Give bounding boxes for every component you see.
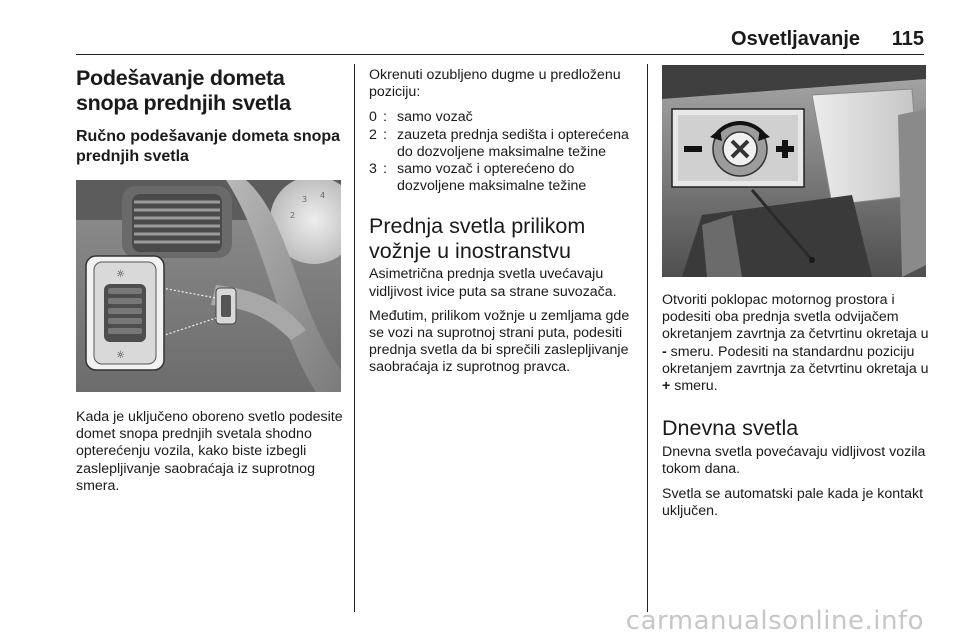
adjustment-paragraph [662,292,932,395]
section-heading: Podešavanje dometa snopa prednjih svetla [76,66,291,115]
headlight-range-control-illustration [76,180,341,392]
list-item-number: 3 [369,161,377,178]
list-item-separator: : [383,109,387,126]
subsection-heading: Ručno podešavanje dometa snopa prednjih svetla [76,128,341,165]
list-item-separator: : [383,126,387,143]
column-3 [662,64,932,520]
svg-text:☼: ☼ [116,269,125,280]
headlamp-adjustment-screw-illustration [662,65,926,277]
svg-text:2: 2 [290,211,296,220]
list-item-text: zauzeta prednja sedišta i opterećena do dozvoljene maksimalne težine [397,126,629,160]
paragraph-text: smeru. [670,378,718,395]
paragraph: Asimetrična prednja svetla uvećavaju vidljivost ivice puta sa strane suvozača. [369,266,617,300]
list-item-number: 0 [369,109,377,126]
column-2 [369,64,639,377]
list-item [369,161,639,195]
paragraph-text: Otvoriti poklopac motornog prostora i podesiti oba prednja svetla odvijačem okretanjem zavrtnja za četvrtinu okretaja u [662,292,929,343]
paragraph: Svetla se automatski pale kada je kontakt uključen. [662,485,924,519]
header-rule [76,54,924,55]
section-heading: Prednja svetla prilikom vožnje u inostranstvu [369,214,586,264]
column-1 [76,64,344,495]
page-number: 115 [891,28,924,50]
paragraph-text: smeru. Podesiti na standardnu poziciju okretanjem zavrtnja za četvrtinu okretaja u [662,343,929,377]
svg-text:3: 3 [302,195,308,204]
paragraph: Dnevna svetla povećavaju vidljivost vozila tokom dana. [662,444,926,478]
paragraph: Međutim, prilikom vožnje u zemljama gde se vozi na suprotnoj strani puta, podesiti prednja svetla da bi sprečili zaslepljivanje saobraćaja iz suprotnog pravca. [369,307,630,376]
column-divider-1 [354,64,355,612]
list-item-separator: : [383,161,387,178]
svg-text:☼: ☼ [116,350,125,361]
section-heading: Dnevna svetla [662,416,799,441]
paragraph: Kada je uključeno oboreno svetlo podesite domet snopa prednjih svetala shodno opterećenju vozila, kako biste izbegli zaslepljivanje saobraćaja iz suprotnog smera. [76,409,343,494]
column-divider-2 [647,64,648,612]
list-item-text: samo vozač i opterećeno do dozvoljene maksimalne težine [397,161,587,195]
plus-symbol: + [662,378,671,395]
list-item-text: samo vozač [397,109,473,126]
list-item [369,109,639,126]
minus-symbol: - [662,343,667,360]
page-header-title: Osvetljavanje [731,28,860,50]
svg-text:4: 4 [320,191,326,200]
intro-paragraph: Okrenuti ozubljeno dugme u predloženu poziciju: [369,67,621,101]
list-item [369,127,639,161]
position-list [369,109,639,195]
watermark: carmanualsonline.info [625,606,924,636]
list-item-number: 2 [369,126,377,143]
